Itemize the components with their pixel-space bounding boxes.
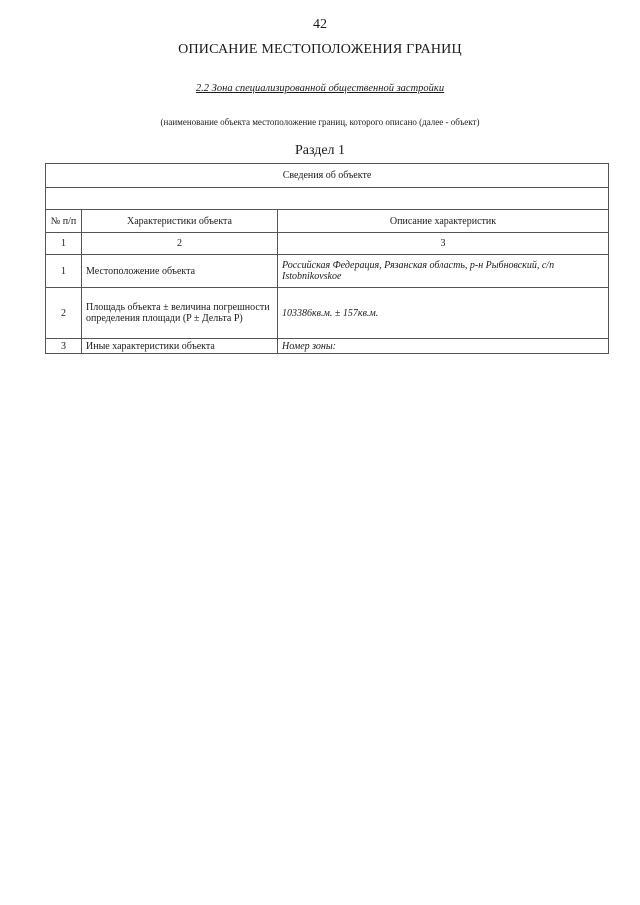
table-row <box>46 339 609 354</box>
row-number: 3 <box>46 339 82 354</box>
table-row <box>46 288 609 339</box>
column-header-description: Описание характеристик <box>278 210 609 233</box>
row-description: 103386кв.м. ± 157кв.м. <box>278 288 609 339</box>
row-characteristic: Площадь объекта ± величина погрешности определения площади (P ± Дельта P) <box>82 288 278 339</box>
object-name-caption: (наименование объекта местоположение границ, которого описано (далее - объект) <box>160 117 480 127</box>
column-number: 2 <box>82 233 278 255</box>
table-column-numbers <box>46 233 609 255</box>
row-description: Номер зоны: <box>278 339 609 354</box>
page-number: 42 <box>313 17 327 32</box>
column-header-num: № п/п <box>46 210 82 233</box>
section-title: Раздел 1 <box>294 143 346 158</box>
column-number: 1 <box>46 233 82 255</box>
row-number: 1 <box>46 255 82 288</box>
object-info-table <box>45 163 609 354</box>
table-column-headers <box>46 210 609 233</box>
column-number: 3 <box>278 233 609 255</box>
table-row <box>46 255 609 288</box>
table-blank-cell <box>46 188 609 210</box>
table-blank-row <box>46 188 609 210</box>
row-number: 2 <box>46 288 82 339</box>
table-header: Сведения об объекте <box>46 164 609 188</box>
row-characteristic: Иные характеристики объекта <box>82 339 278 354</box>
column-header-characteristic: Характеристики объекта <box>82 210 278 233</box>
object-name: 2.2 Зона специализированной общественной застройки <box>195 83 445 94</box>
row-characteristic: Местоположение объекта <box>82 255 278 288</box>
row-description: Российская Федерация, Рязанская область, р-н Рыбновский, с/п Istobnikovskoe <box>278 255 609 288</box>
document-title: ОПИСАНИЕ МЕСТОПОЛОЖЕНИЯ ГРАНИЦ <box>178 42 462 57</box>
table-header-row <box>46 164 609 188</box>
